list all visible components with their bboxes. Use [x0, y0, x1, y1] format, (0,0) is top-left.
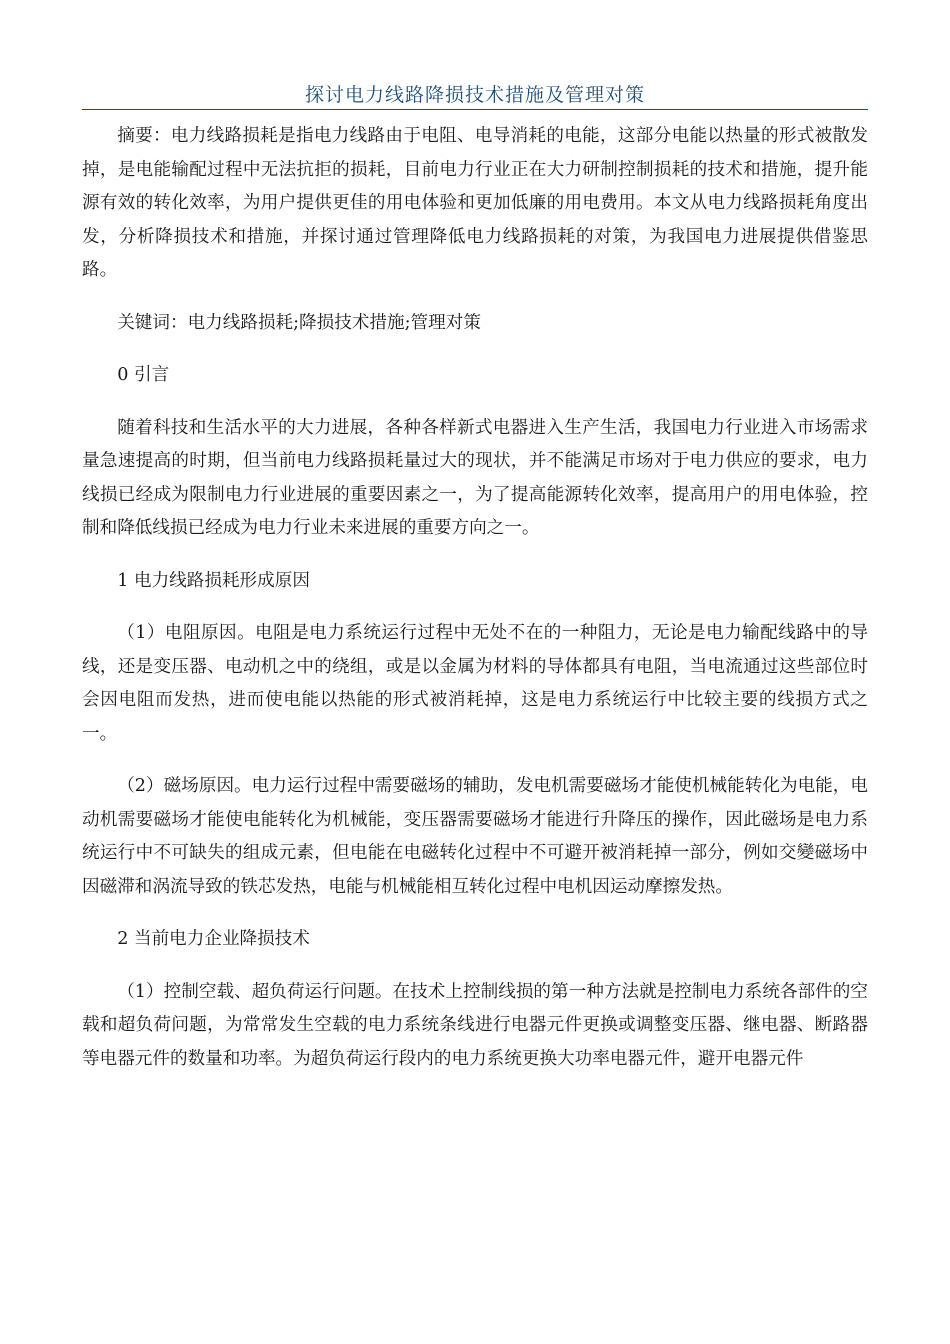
section-heading-2: 2 当前电力企业降损技术	[117, 929, 310, 949]
title-divider	[82, 109, 868, 110]
section-heading-introduction: 0 引言	[117, 365, 170, 385]
body-paragraph: （1）电阻原因。电阻是电力系统运行过程中无处不在的一种阻力，无论是电力输配线路中的导线，还是变压器、电动机之中的绕组，或是以金属为材料的导体都具有电阻，当电流通过这些部位时会因电阻而发热，进而使电能以热能的形式被消耗掉，这是电力系统运行中比较主要的线损方式之一。	[82, 623, 868, 744]
document-body	[82, 120, 868, 1095]
keywords-paragraph: 关键词：电力线路损耗;降损技术措施;管理对策	[117, 312, 481, 333]
body-paragraph: （2）磁场原因。电力运行过程中需要磁场的辅助，发电机需要磁场才能使机械能转化为电能，电动机需要磁场才能使电能转化为机械能，变压器需要磁场才能进行升降压的操作，因此磁场是电力系统运行中不可缺失的组成元素，但电能在电磁转化过程中不可避开被消耗掉一部分，例如交變磁场中因磁滞和涡流导致的铁芯发热，电能与机械能相互转化过程中电机因运动摩擦发热。	[82, 776, 868, 897]
introduction-paragraph: 随着科技和生活水平的大力进展，各种各样新式电器进入生产生活，我国电力行业进入市场需求量急速提高的时期，但当前电力线路损耗量过大的现状，并不能满足市场对于电力供应的要求，电力线损已经成为限制电力行业进展的重要因素之一，为了提高能源转化效率，提高用户的用电体验，控制和降低线损已经成为电力行业未来进展的重要方向之一。	[82, 417, 868, 538]
abstract-paragraph: 摘要：电力线路损耗是指电力线路由于电阻、电导消耗的电能，这部分电能以热量的形式被散发掉，是电能输配过程中无法抗拒的损耗，目前电力行业正在大力研制控制损耗的技术和措施，提升能源有效的转化效率，为用户提供更佳的用电体验和更加低廉的用电费用。本文从电力线路损耗角度出发，分析降损技术和措施，并探讨通过管理降低电力线路损耗的对策，为我国电力进展提供借鉴思路。	[82, 126, 868, 280]
section-heading-1: 1 电力线路损耗形成原因	[117, 570, 310, 591]
document-title: 探讨电力线路降损技术措施及管理对策	[304, 84, 645, 106]
body-paragraph: （1）控制空载、超负荷运行问题。在技术上控制线损的第一种方法就是控制电力系统各部件的空载和超负荷问题，为常常发生空载的电力系统条线进行电器元件更换或调整变压器、继电器、断路器等电器元件的数量和功率。为超负荷运行段内的电力系统更换大功率电器元件，避开电器元件	[82, 981, 868, 1069]
